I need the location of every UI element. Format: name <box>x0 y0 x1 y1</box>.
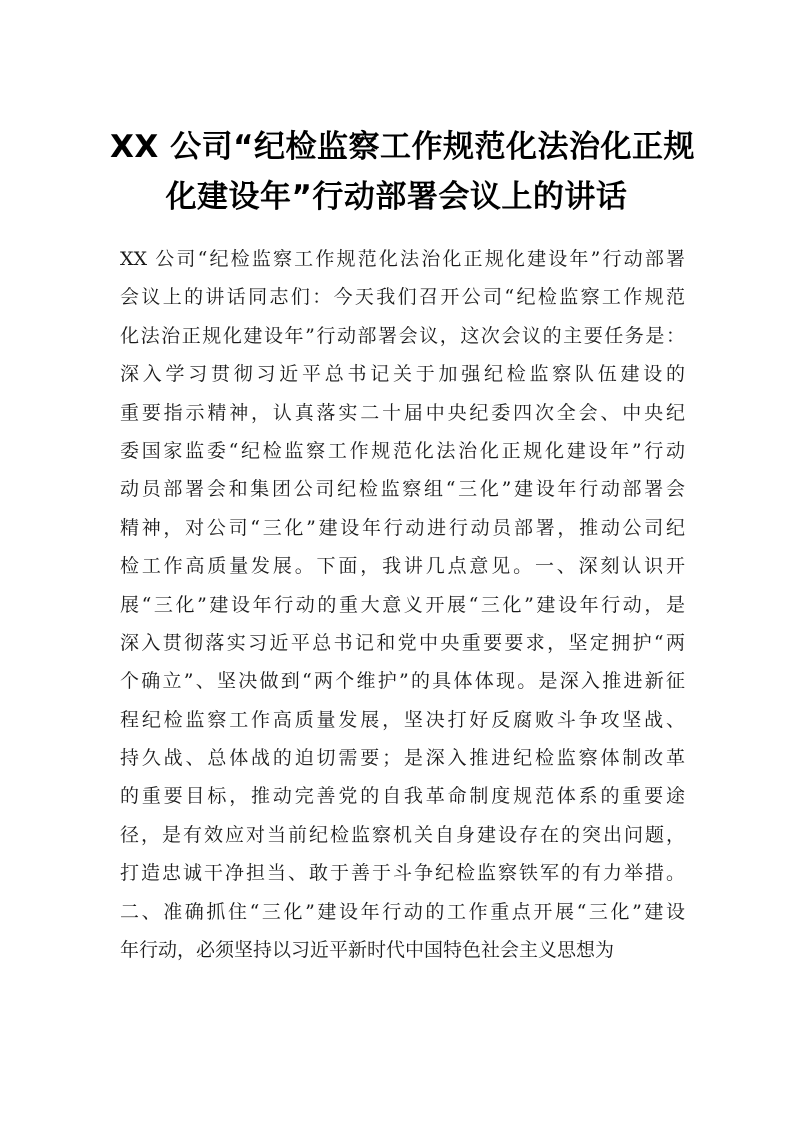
body-line: 化法治正规化建设年”行动部署会议，这次会议的主要任务是： <box>120 324 685 347</box>
body-line: 精神，对公司“三化”建设年行动进行动员部署，推动公司纪 <box>120 516 685 539</box>
body-line: 二、准确抓住“三化”建设年行动的工作重点开展“三化”建设 <box>120 900 685 923</box>
body-line: 委国家监委“纪检监察工作规范化法治化正规化建设年”行动 <box>120 439 685 462</box>
body-line: 的重要目标，推动完善党的自我革命制度规范体系的重要途 <box>120 785 685 808</box>
body-line: 径，是有效应对当前纪检监察机关自身建设存在的突出问题， <box>120 823 685 846</box>
body-line: 重要指示精神，认真落实二十届中央纪委四次全会、中央纪 <box>120 401 685 424</box>
body-line: XX 公司“纪检监察工作规范化法治化正规化建设年”行动部署 <box>120 248 685 270</box>
body-line: 动员部署会和集团公司纪检监察组“三化”建设年行动部署会 <box>120 478 685 501</box>
body-line: 持久战、总体战的迫切需要；是深入推进纪检监察体制改革 <box>120 747 685 770</box>
body-line: 展“三化”建设年行动的重大意义开展“三化”建设年行动，是 <box>120 593 685 616</box>
title-line-2: 化建设年”行动部署会议上的讲话 <box>165 179 628 215</box>
body-line: 年行动，必须坚持以习近平新时代中国特色社会主义思想为 <box>120 939 615 962</box>
body-line: 程纪检监察工作高质量发展，坚决打好反腐败斗争攻坚战、 <box>120 708 685 731</box>
body-line: 深入贯彻落实习近平总书记和党中央重要要求，坚定拥护“两 <box>120 631 685 654</box>
body-line: 打造忠诚干净担当、敢于善于斗争纪检监察铁军的有力举措。 <box>120 862 685 885</box>
title-line-1: XX 公司“纪检监察工作规范化法治化正规 <box>110 129 695 165</box>
document-title <box>110 122 695 222</box>
body-line: 检工作高质量发展。下面，我讲几点意见。一、深刻认识开 <box>120 555 685 578</box>
body-line: 深入学习贯彻习近平总书记关于加强纪检监察队伍建设的 <box>120 363 685 386</box>
body-line: 会议上的讲话同志们：今天我们召开公司“纪检监察工作规范 <box>120 286 685 309</box>
body-line: 个确立”、坚决做到“两个维护”的具体体现。是深入推进新征 <box>120 670 685 693</box>
document-body <box>120 240 685 969</box>
